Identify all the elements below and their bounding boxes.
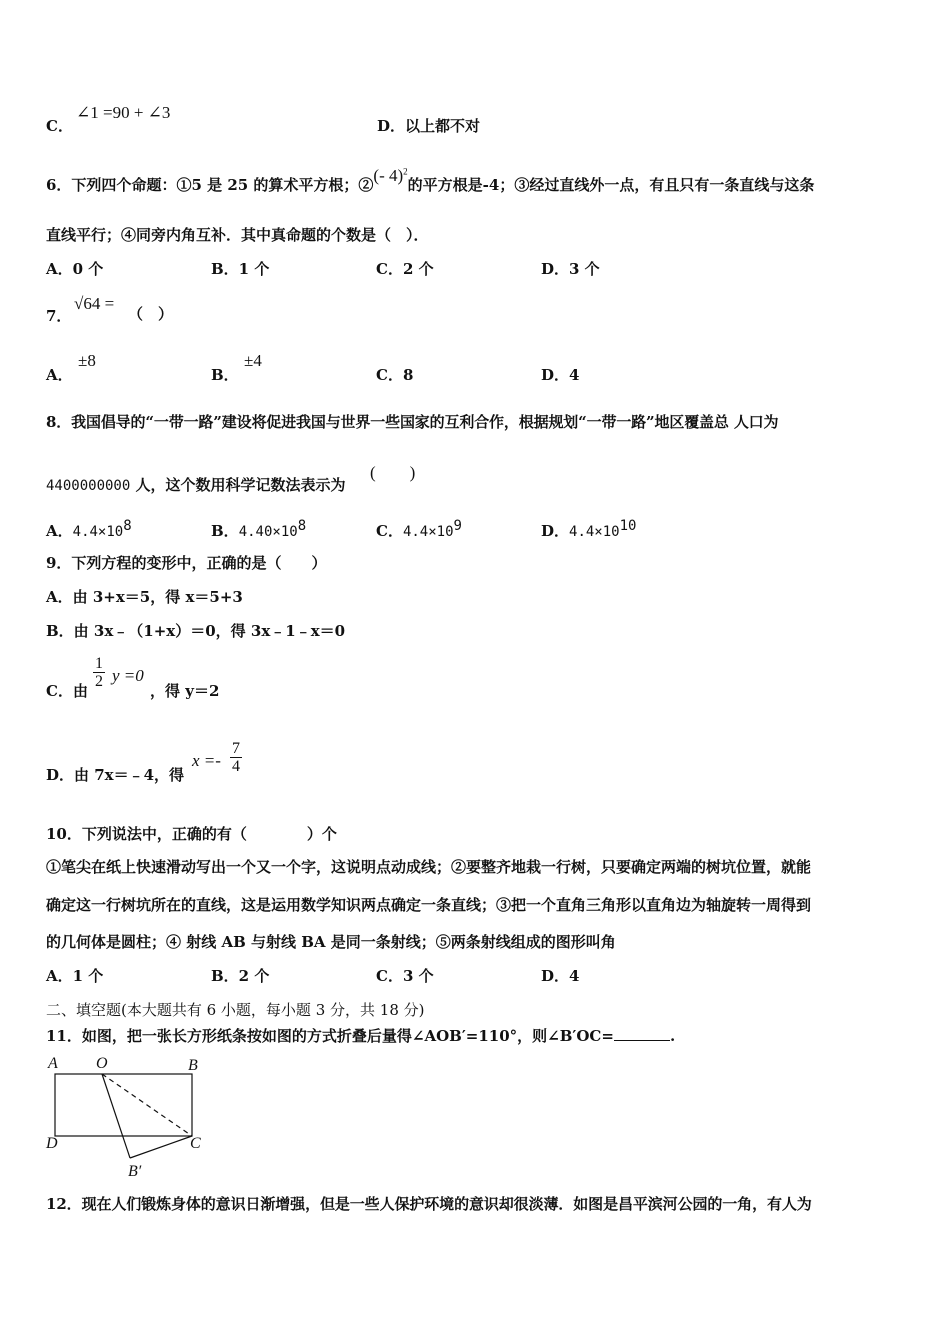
label-b-prime: B′ xyxy=(128,1163,142,1180)
q5-option-d: D．以上都不对 xyxy=(377,117,481,135)
q6-option-c: C．2 个 xyxy=(376,260,434,278)
fold-line-ob1 xyxy=(102,1074,130,1158)
fold-line-b1c xyxy=(130,1136,192,1158)
q8-line2: 4400000000 人，这个数用科学记数法表示为 xyxy=(46,476,346,494)
q6-option-b: B．1 个 xyxy=(211,260,270,278)
q7-paren: （ ） xyxy=(128,305,174,323)
q10-line2: 确定这一行树坑所在的直线，这是运用数学知识两点确定一条直线；③把一个直角三角形以直角边为轴旋转一周得到 xyxy=(46,896,812,914)
q10-title: 10．下列说法中，正确的有（ ）个 xyxy=(46,825,337,843)
q7-option-c: C．8 xyxy=(376,366,414,384)
q5-option-c: C． xyxy=(46,117,73,135)
q6-line1: 6．下列四个命题：①5 是 25 的算术平方根；②(- 4)$^2$的平方根是-4；③经过直线外一点，有且只有一条直线与这条 xyxy=(46,166,815,194)
label-c: C xyxy=(190,1135,201,1152)
q10-line1: ①笔尖在纸上快速滑动写出一个又一个字，这说明点动成线；②要整齐地栽一行树，只要确定两端的树坑位置，就能 xyxy=(46,858,812,876)
q9-option-d-math: x =- xyxy=(192,751,221,770)
q7-math: √64 = xyxy=(74,294,115,313)
q7-option-a-math: ±8 xyxy=(78,351,96,370)
q7-option-d: D．4 xyxy=(541,366,580,384)
q9-option-d-prefix: D．由 7x＝﹣4，得 xyxy=(46,766,185,784)
label-d: D xyxy=(46,1135,58,1152)
label-b: B xyxy=(188,1057,198,1074)
q9-option-c-suffix: ，得 y＝2 xyxy=(150,682,220,700)
q8-line1: 8．我国倡导的“一带一路”建设将促进我国与世界一些国家的互利合作，根据规划“一带一路”地区覆盖总 人口为 xyxy=(46,413,779,431)
q8-option-c: C．$4.4\times 10^9$ xyxy=(376,518,462,540)
q9-option-c-math: y =0 xyxy=(112,666,144,685)
q10-line3: 的几何体是圆柱；④ 射线 AB 与射线 BA 是同一条射线；⑤两条射线组成的图形叫角 xyxy=(46,933,616,951)
q8-paren: ( ) xyxy=(370,463,416,482)
q9-option-b: B．由 3x﹣（1+x）＝0，得 3x﹣1﹣x＝0 xyxy=(46,622,346,640)
q10-option-c: C．3 个 xyxy=(376,967,434,985)
q11-text: 11．如图，把一张长方形纸条按如图的方式折叠后量得∠AOB′=110°，则∠B′OC= . xyxy=(46,1027,676,1045)
answer-blank xyxy=(614,1028,670,1041)
label-o: O xyxy=(96,1055,108,1072)
q7-option-b-math: ±4 xyxy=(244,351,262,370)
q10-option-a: A．1 个 xyxy=(46,967,104,985)
q6-line2: 直线平行；④同旁内角互补．其中真命题的个数是（ ）． xyxy=(46,226,429,244)
q8-option-d: D．$4.4\times 10^{10}$ xyxy=(541,518,637,540)
q5-option-c-math: ∠1 =90 + ∠3 xyxy=(76,103,171,122)
q6-option-a: A．0 个 xyxy=(46,260,104,278)
q9-option-d-fraction: $\frac{7}{4}$ xyxy=(232,740,240,775)
q9-option-c-fraction: $\frac{1}{2}$ xyxy=(95,655,103,690)
q8-option-a: A．$4.4\times 10^8$ xyxy=(46,518,132,540)
rectangle-strip xyxy=(55,1074,192,1136)
q7-number: 7． xyxy=(46,307,72,325)
q9-title: 9．下列方程的变形中，正确的是（ ） xyxy=(46,554,327,572)
q9-option-c-prefix: C．由 xyxy=(46,682,88,700)
q6-option-d: D．3 个 xyxy=(541,260,600,278)
q12-text: 12．现在人们锻炼身体的意识日渐增强，但是一些人保护环境的意识却很淡薄．如图是昌平滨河公园的一角，有人为 xyxy=(46,1195,812,1213)
q7-option-a: A． xyxy=(46,366,73,384)
q9-option-a: A．由 3+x＝5，得 x＝5+3 xyxy=(46,588,243,606)
q7-option-b: B． xyxy=(211,366,239,384)
q6-math: (- 4)$^2$ xyxy=(373,166,408,185)
q8-option-b: B．$4.40\times 10^8$ xyxy=(211,518,307,540)
section-2-heading: 二、填空题(本大题共有 6 小题，每小题 3 分，共 18 分) xyxy=(46,1001,425,1019)
fold-line-oc xyxy=(102,1074,192,1136)
q10-option-d: D．4 xyxy=(541,967,580,985)
q10-option-b: B．2 个 xyxy=(211,967,270,985)
q11-figure xyxy=(40,1050,220,1180)
label-a: A xyxy=(48,1055,58,1072)
